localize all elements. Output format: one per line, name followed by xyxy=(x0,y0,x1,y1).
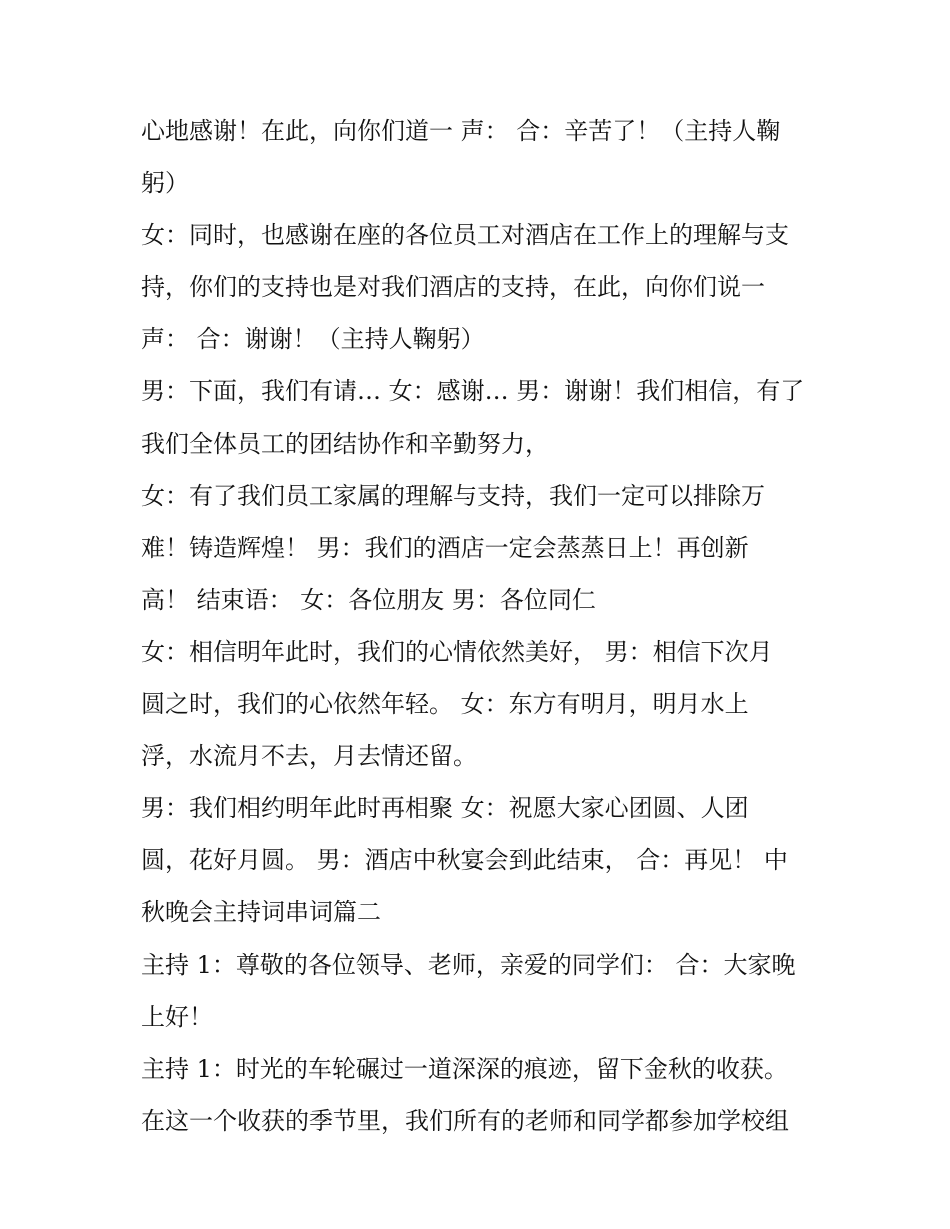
text-line: 女：同时，也感谢在座的各位员工对酒店在工作上的理解与支 xyxy=(141,221,789,250)
text-line: 女：有了我们员工家属的理解与支持，我们一定可以排除万 xyxy=(141,481,765,510)
text-line: 心地感谢！在此，向你们道一 声： 合：辛苦了！（主持人鞠 xyxy=(141,117,781,145)
text-line: 上好！ xyxy=(141,1002,213,1031)
text-line: 在这一个收获的季节里，我们所有的老师和同学都参加学校组 xyxy=(141,1106,789,1135)
text-line: 浮，水流月不去，月去情还留。 xyxy=(141,742,477,771)
text-line: 难！铸造辉煌！ 男：我们的酒店一定会蒸蒸日上！再创新 xyxy=(141,533,749,562)
text-line: 主持 1：时光的车轮碾过一道深深的痕迹，留下金秋的收获。 xyxy=(141,1054,788,1083)
text-line: 持，你们的支持也是对我们酒店的支持，在此，向你们说一 xyxy=(141,273,765,302)
text-line: 男：下面，我们有请… 女：感谢… 男：谢谢！我们相信，有了 xyxy=(141,377,805,406)
text-line: 我们全体员工的团结协作和辛勤努力， xyxy=(141,429,549,458)
text-line: 主持 1：尊敬的各位领导、老师，亲爱的同学们： 合：大家晚 xyxy=(141,950,796,979)
text-line: 圆之时，我们的心依然年轻。 女：东方有明月，明月水上 xyxy=(141,690,749,719)
text-line: 躬） xyxy=(141,169,189,198)
text-line: 秋晚会主持词串词篇二 xyxy=(141,898,381,927)
text-line: 声： 合：谢谢！（主持人鞠躬） xyxy=(141,325,485,354)
document-body xyxy=(141,109,821,1151)
text-line: 女：相信明年此时，我们的心情依然美好， 男：相信下次月 xyxy=(141,637,773,666)
text-line: 圆，花好月圆。 男：酒店中秋宴会到此结束， 合：再见！ 中 xyxy=(141,846,788,875)
text-line: 男：我们相约明年此时再相聚 女：祝愿大家心团圆、人团 xyxy=(141,794,749,823)
text-line: 高！ 结束语： 女：各位朋友 男：各位同仁 xyxy=(141,585,596,614)
